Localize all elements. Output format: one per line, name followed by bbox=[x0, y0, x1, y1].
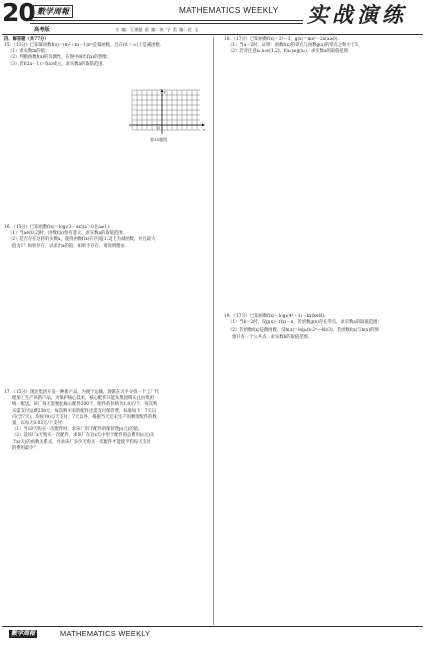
question-18 bbox=[224, 37, 362, 56]
q17-line-2: 理加工生产该新产品，为保护核心技术，核心配件只能从集团购买且由集团 bbox=[12, 396, 154, 402]
q19-part-2: （2）若函数f(x)是偶函数，设h(x)＝log₄(b·2ˣ－4b/3)，若函数f(x)与h(x)的图 bbox=[228, 328, 379, 334]
q15-stem: 15．（13分）已知幂函数f(x)＝(m²＋m－1)xᵐ是幂函数，且在(0,＋∞)上是减函数． bbox=[4, 43, 164, 48]
newspaper-logo: 數学周報 bbox=[33, 5, 73, 18]
edition-label: 高考版 bbox=[34, 27, 50, 33]
q15-part-1: （1）求实数m的值； bbox=[8, 49, 50, 55]
q17-line-5: 内(含7天)，均按10元/天支付；7天以外，根据当天还未生产的剩余配件的数 bbox=[12, 414, 157, 420]
figure-caption: 第15题图 bbox=[150, 137, 168, 142]
coordinate-grid-figure bbox=[126, 89, 206, 136]
page-number: 20 bbox=[2, 0, 35, 27]
header-bottom-rule bbox=[2, 34, 423, 35]
question-15 bbox=[4, 43, 164, 68]
question-16 bbox=[4, 225, 155, 250]
q19-stem: 19．（17分）已知函数f(x)＝log₄(4ˣ＋1)－kx(k∈R). bbox=[224, 314, 326, 319]
q17-line-4: 买需支付运费238元，每次购买来的配件还需支付保管费，标准如下：7天以 bbox=[12, 408, 157, 414]
q17-line-1: 17．（15分）现达集团开发一种新产品，为便于运输，现派在天平寻找一个工厂代 bbox=[4, 390, 159, 395]
column-divider bbox=[213, 37, 214, 625]
q18-part-1: （1）当a＞2时，证明：函数f(x)的零点与函数g(x)的零点之和小于3； bbox=[228, 43, 363, 49]
answer-section-heading: 四、解答题（共77分） bbox=[4, 37, 49, 42]
q15-part-3: （3）若f(2a－1)＞f(a)成立，求实数a的取值范围． bbox=[8, 61, 107, 67]
magazine-title: MATHEMATICS WEEKLY bbox=[179, 6, 279, 15]
editors-credit: 主 编：王建超 责 编：张 宁 美 编：花 玉 bbox=[115, 27, 199, 32]
x-axis-arrow-icon bbox=[202, 124, 205, 127]
q16-part-2-cont: 值为1？如果存在，试求出a的值；如果不存在，请说明理由． bbox=[12, 243, 130, 249]
question-17 bbox=[4, 390, 159, 452]
q17-part-2-end: 的费用最少？ bbox=[12, 445, 38, 451]
q17-part-2: （2）设该厂x天购买一次配件，求该厂在这x天中用于配件的总费用y(元)关 bbox=[12, 433, 155, 439]
header-rule bbox=[30, 20, 303, 21]
y-axis-arrow-icon bbox=[161, 89, 164, 92]
q16-part-1: （1）当a∈[0,2]时，函数f(x)恒有意义，求实数a的取值范围； bbox=[8, 231, 127, 237]
origin-label: O bbox=[157, 126, 160, 131]
footer-title: MATHEMATICS WEEKLY bbox=[60, 629, 151, 638]
q19-part-1: （1）当k＝2时，设g(x)＝f(x)－a，若函数g(x)存在零点，求实数a的取值范围； bbox=[228, 320, 382, 326]
footer-logo: 數学周報 bbox=[11, 630, 36, 637]
q15-part-2: （2）判断函数f(x)的奇偶性，在图中画出f(x)的图象； bbox=[8, 55, 112, 61]
question-19 bbox=[224, 314, 382, 342]
y-axis-label: y bbox=[164, 89, 166, 94]
q17-line-6: 量，以每天0.03元/个支付． bbox=[12, 421, 66, 427]
q17-part-1: （1）当10天购买一次配件时，求该厂用于配件的保管费p(元)的值； bbox=[12, 427, 143, 433]
x-axis-label: x bbox=[203, 127, 205, 132]
grid-lines bbox=[132, 90, 200, 130]
q18-part-2: （2）若对任意x₁,x₂∈[1,2]，f(x₁)≠g(x₂)，求实数a的取值范围． bbox=[228, 49, 353, 55]
q16-stem: 16．（15分）已知函数f(x)＝log₂(3－ax)(a＞0且a≠1). bbox=[4, 225, 111, 230]
q19-part-2-cont: 象只有一个公共点，求实数b的取值范围． bbox=[232, 335, 313, 341]
q16-part-2: （2）是否存在这样的实数a，使得函数f(x)在区间[1,2]上为减函数，并且最大 bbox=[8, 237, 156, 243]
footer-rule bbox=[2, 626, 423, 627]
q18-stem: 18．（17分）已知函数f(x)＝2ˣ－3，g(x)＝mx²－2x(a≥0). bbox=[224, 37, 339, 42]
section-title: 实战演练 bbox=[307, 2, 407, 27]
q17-part-2-cont: 于x(天)的函数关系式，并求该厂多少天购买一次配件才能使平均每天支付 bbox=[12, 439, 151, 445]
q17-line-3: 统一配送，该厂每天需要此核心配件200个，配件的价格为1.8元/个，每次购 bbox=[12, 402, 158, 408]
